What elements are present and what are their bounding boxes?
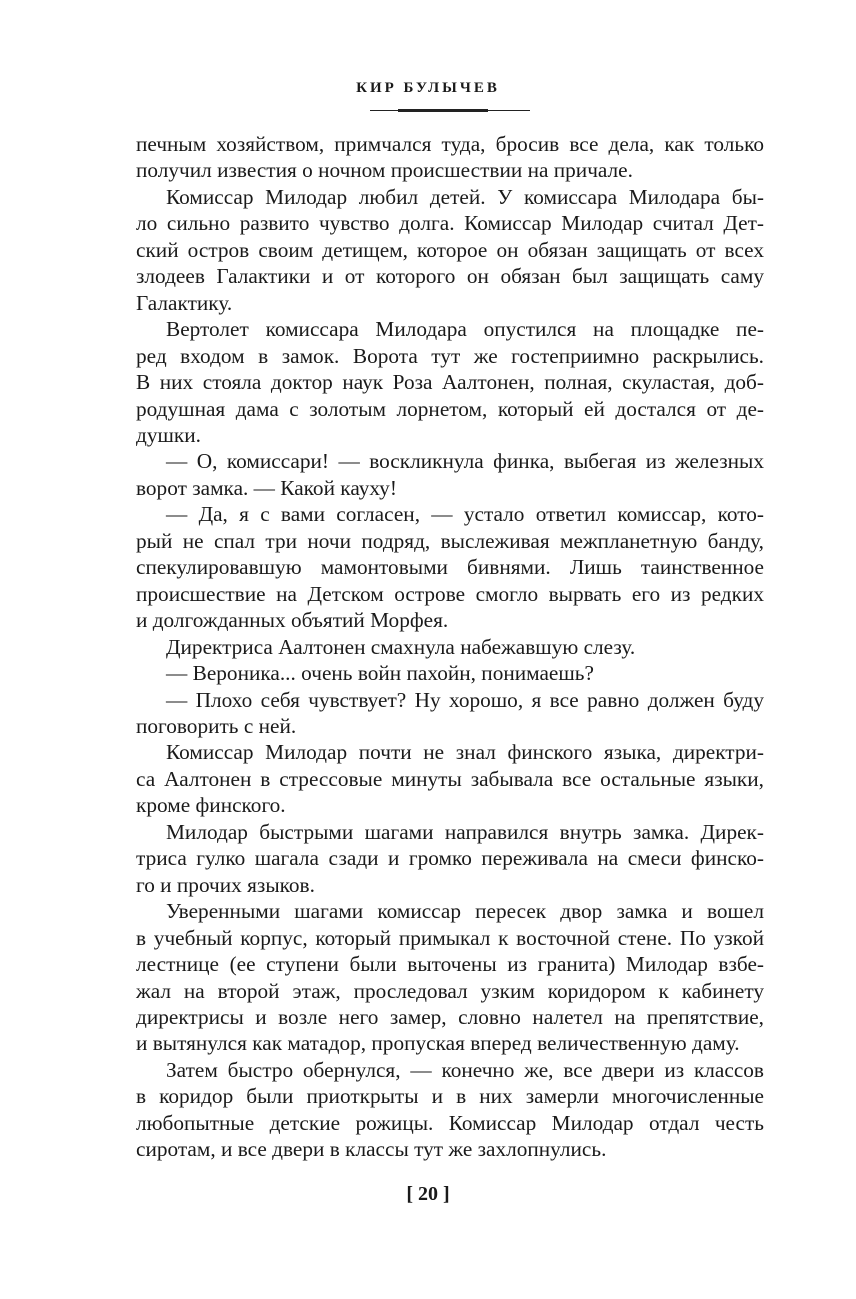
paragraph bbox=[136, 1057, 764, 1163]
text-line: в учебный корпус, который примыкал к восточной стене. По узкой bbox=[136, 925, 764, 950]
text-line: кроме финского. bbox=[136, 793, 286, 818]
text-line: ред входом в замок. Ворота тут же гостеприимно раскрылись. bbox=[136, 343, 764, 368]
paragraph bbox=[136, 687, 764, 740]
text-line: в коридор были приоткрыты и в них замерли многочисленные bbox=[136, 1084, 764, 1109]
text-line: и вытянулся как матадор, пропуская вперед величественную даму. bbox=[136, 1031, 740, 1056]
text-line: любопытные детские рожицы. Комиссар Милодар отдал честь bbox=[136, 1110, 764, 1135]
paragraph bbox=[136, 316, 764, 448]
text-line: — Плохо себя чувствует? Ну хорошо, я все равно должен буду bbox=[166, 687, 764, 712]
text-line: и долгожданных объятий Морфея. bbox=[136, 608, 449, 633]
paragraph bbox=[136, 634, 764, 660]
text-line: Затем быстро обернулся, — конечно же, все двери из классов bbox=[166, 1057, 764, 1082]
text-line: ворот замка. — Какой кауху! bbox=[136, 475, 397, 500]
header-rule-accent bbox=[398, 109, 488, 112]
text-line: Вертолет комиссара Милодара опустился на площадке пе- bbox=[166, 317, 764, 342]
paragraph bbox=[136, 184, 764, 316]
text-line: получил известия о ночном происшествии на причале. bbox=[136, 158, 633, 183]
text-line: Комиссар Милодар любил детей. У комиссара Милодара бы- bbox=[166, 184, 764, 209]
paragraph bbox=[136, 739, 764, 818]
text-line: поговорить с ней. bbox=[136, 713, 297, 738]
paragraph bbox=[136, 819, 764, 898]
text-line: го и прочих языков. bbox=[136, 872, 315, 897]
text-line: Милодар быстрыми шагами направился внутрь замка. Дирек- bbox=[166, 819, 764, 844]
text-line: душки. bbox=[136, 422, 201, 447]
text-line: злодеев Галактики и от которого он обязан был защищать саму bbox=[136, 264, 764, 289]
text-line: директрисы и возле него замер, словно налетел на препятствие, bbox=[136, 1004, 764, 1029]
text-line: Уверенными шагами комиссар пересек двор замка и вошел bbox=[166, 899, 764, 924]
text-line: рый не спал три ночи подряд, выслеживая межпланетную банду, bbox=[136, 528, 764, 553]
text-line: ло сильно развито чувство долга. Комиссар Милодар считал Дет- bbox=[136, 211, 764, 236]
paragraph bbox=[136, 501, 764, 633]
body-text bbox=[136, 131, 764, 1163]
text-line: лестнице (ее ступени были выточены из гранита) Милодар взбе- bbox=[136, 952, 764, 977]
text-line: происшествие на Детском острове смогло вырвать его из редких bbox=[136, 581, 764, 606]
text-line: печным хозяйством, примчался туда, бросив все дела, как только bbox=[136, 132, 764, 156]
text-line: спекулировавшую мамонтовыми бивнями. Лишь таинственное bbox=[136, 555, 764, 580]
running-header: КИР БУЛЫЧЕВ bbox=[356, 80, 500, 96]
paragraph bbox=[136, 448, 764, 501]
text-line: — Вероника... очень войн пахойн, понимаешь? bbox=[166, 661, 594, 686]
paragraph bbox=[136, 898, 764, 1057]
text-line: триса гулко шагала сзади и громко переживала на смеси финско- bbox=[136, 846, 764, 871]
text-line: Комиссар Милодар почти не знал финского языка, директри- bbox=[166, 740, 764, 765]
page-number: [ 20 ] bbox=[406, 1183, 450, 1205]
text-line: В них стояла доктор наук Роза Аалтонен, полная, скуластая, доб- bbox=[136, 370, 764, 395]
text-line: Директриса Аалтонен смахнула набежавшую слезу. bbox=[166, 634, 636, 659]
paragraph bbox=[136, 131, 764, 184]
paragraph bbox=[136, 660, 764, 686]
text-line: ский остров своим детищем, которое он обязан защищать от всех bbox=[136, 237, 764, 262]
text-line: са Аалтонен в стрессовые минуты забывала все остальные языки, bbox=[136, 766, 764, 791]
text-line: Галактику. bbox=[136, 290, 233, 315]
text-line: жал на второй этаж, проследовал узким коридором к кабинету bbox=[136, 978, 764, 1003]
text-line: — Да, я с вами согласен, — устало ответил комиссар, кото- bbox=[166, 502, 764, 527]
text-line: сиротам, и все двери в классы тут же захлопнулись. bbox=[136, 1137, 607, 1162]
text-line: — О, комиссари! — воскликнула финка, выбегая из железных bbox=[166, 449, 764, 474]
text-line: родушная дама с золотым лорнетом, который ей достался от де- bbox=[136, 396, 764, 421]
